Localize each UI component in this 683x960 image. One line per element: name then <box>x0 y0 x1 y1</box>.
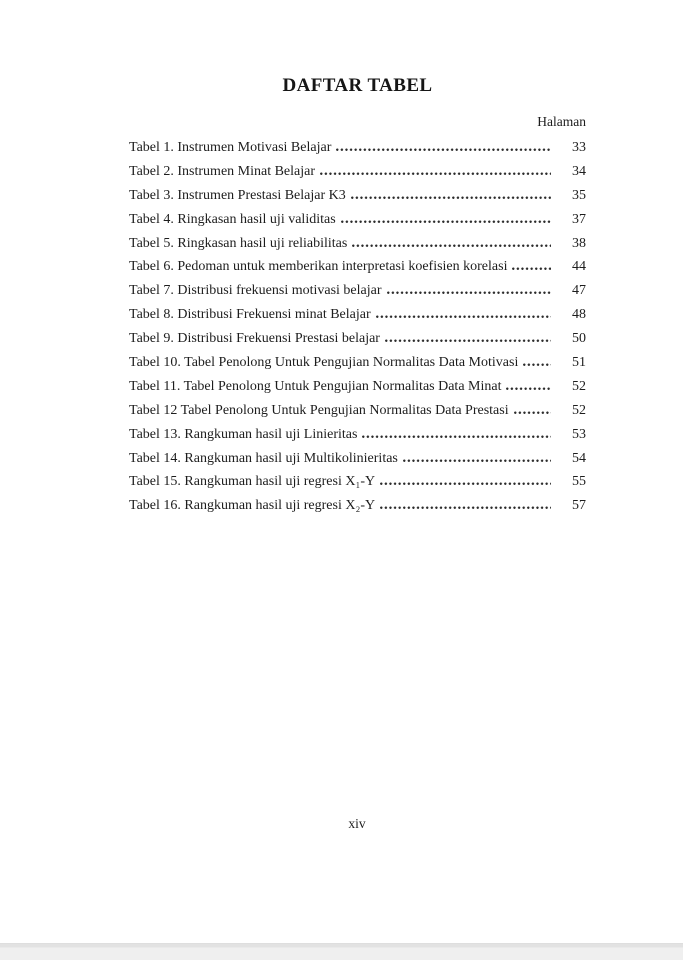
toc-entry-page: 48 <box>572 307 586 323</box>
toc-entry-page: 57 <box>572 498 586 514</box>
toc-entry-label: Tabel 16. Rangkuman hasil uji regresi X₂-Y <box>129 498 376 514</box>
toc-entry-page: 37 <box>572 211 586 227</box>
page-column-header: Halaman <box>537 114 586 129</box>
dot-leader <box>362 435 551 438</box>
dot-leader <box>506 387 551 390</box>
dot-leader <box>320 172 551 175</box>
toc-entry-page: 54 <box>572 450 586 466</box>
toc-entry-page: 52 <box>572 378 586 394</box>
toc-entry-label: Tabel 3. Instrumen Prestasi Belajar K3 <box>129 187 346 203</box>
toc-entry-label: Tabel 9. Distribusi Frekuensi Prestasi belajar <box>129 331 380 347</box>
toc-entry-label: Tabel 12 Tabel Penolong Untuk Pengujian Normalitas Data Prestasi <box>129 402 509 418</box>
dot-leader <box>352 244 551 247</box>
toc-entry <box>129 375 586 399</box>
table-of-tables-list <box>129 136 586 518</box>
dot-leader <box>380 506 551 509</box>
dot-leader <box>514 411 551 414</box>
toc-entry-page: 50 <box>572 331 586 347</box>
toc-entry <box>129 160 586 184</box>
toc-entry-page: 34 <box>572 163 586 179</box>
toc-entry-page: 52 <box>572 402 586 418</box>
toc-entry-label: Tabel 15. Rangkuman hasil uji regresi X₁-Y <box>129 474 376 490</box>
toc-entry <box>129 351 586 375</box>
toc-entry-label: Tabel 7. Distribusi frekuensi motivasi belajar <box>129 283 382 299</box>
toc-entry <box>129 184 586 208</box>
page-title: DAFTAR TABEL <box>282 75 433 96</box>
toc-entry-label: Tabel 4. Ringkasan hasil uji validitas <box>129 211 336 227</box>
toc-entry <box>129 303 586 327</box>
toc-entry <box>129 208 586 232</box>
dot-leader <box>523 363 551 366</box>
dot-leader <box>403 459 551 462</box>
toc-entry-page: 35 <box>572 187 586 203</box>
toc-content <box>129 76 586 518</box>
footer-page-number: xiv <box>348 816 366 831</box>
dot-leader <box>380 482 551 485</box>
toc-entry-label: Tabel 2. Instrumen Minat Belajar <box>129 163 316 179</box>
toc-entry-page: 51 <box>572 355 586 371</box>
dot-leader <box>387 291 551 294</box>
dot-leader <box>341 220 551 223</box>
toc-entry-page: 33 <box>572 140 586 155</box>
toc-entry <box>129 327 586 351</box>
toc-entry <box>129 279 586 303</box>
toc-entry-label: Tabel 5. Ringkasan hasil uji reliabilitas <box>129 235 348 251</box>
toc-entry-page: 38 <box>572 235 586 251</box>
dot-leader <box>351 196 551 199</box>
toc-entry <box>129 447 586 471</box>
toc-entry-page: 47 <box>572 283 586 299</box>
dot-leader <box>512 267 551 270</box>
dot-leader <box>376 315 551 318</box>
toc-entry-label: Tabel 11. Tabel Penolong Untuk Pengujian Normalitas Data Minat <box>129 378 502 394</box>
toc-entry-label: Tabel 14. Rangkuman hasil uji Multikolinieritas <box>129 450 398 466</box>
toc-entry-label: Tabel 13. Rangkuman hasil uji Linieritas <box>129 426 358 442</box>
toc-entry-label: Tabel 10. Tabel Penolong Untuk Pengujian Normalitas Data Motivasi <box>129 355 519 371</box>
toc-entry <box>129 399 586 423</box>
toc-entry-label: Tabel 8. Distribusi Frekuensi minat Belajar <box>129 307 371 323</box>
toc-entry-page: 53 <box>572 426 586 442</box>
toc-entry <box>129 494 586 518</box>
toc-entry-page: 44 <box>572 259 586 275</box>
toc-entry-label: Tabel 6. Pedoman untuk memberikan interpretasi koefisien korelasi <box>129 259 508 275</box>
toc-entry <box>129 423 586 447</box>
toc-entry <box>129 232 586 256</box>
toc-entry <box>129 136 586 160</box>
page-bottom-edge <box>0 943 683 960</box>
toc-entry <box>129 470 586 494</box>
dot-leader <box>385 339 551 342</box>
toc-entry <box>129 255 586 279</box>
toc-entry-page: 55 <box>572 474 586 490</box>
toc-entry-label: Tabel 1. Instrumen Motivasi Belajar <box>129 140 332 155</box>
dot-leader <box>336 148 551 151</box>
